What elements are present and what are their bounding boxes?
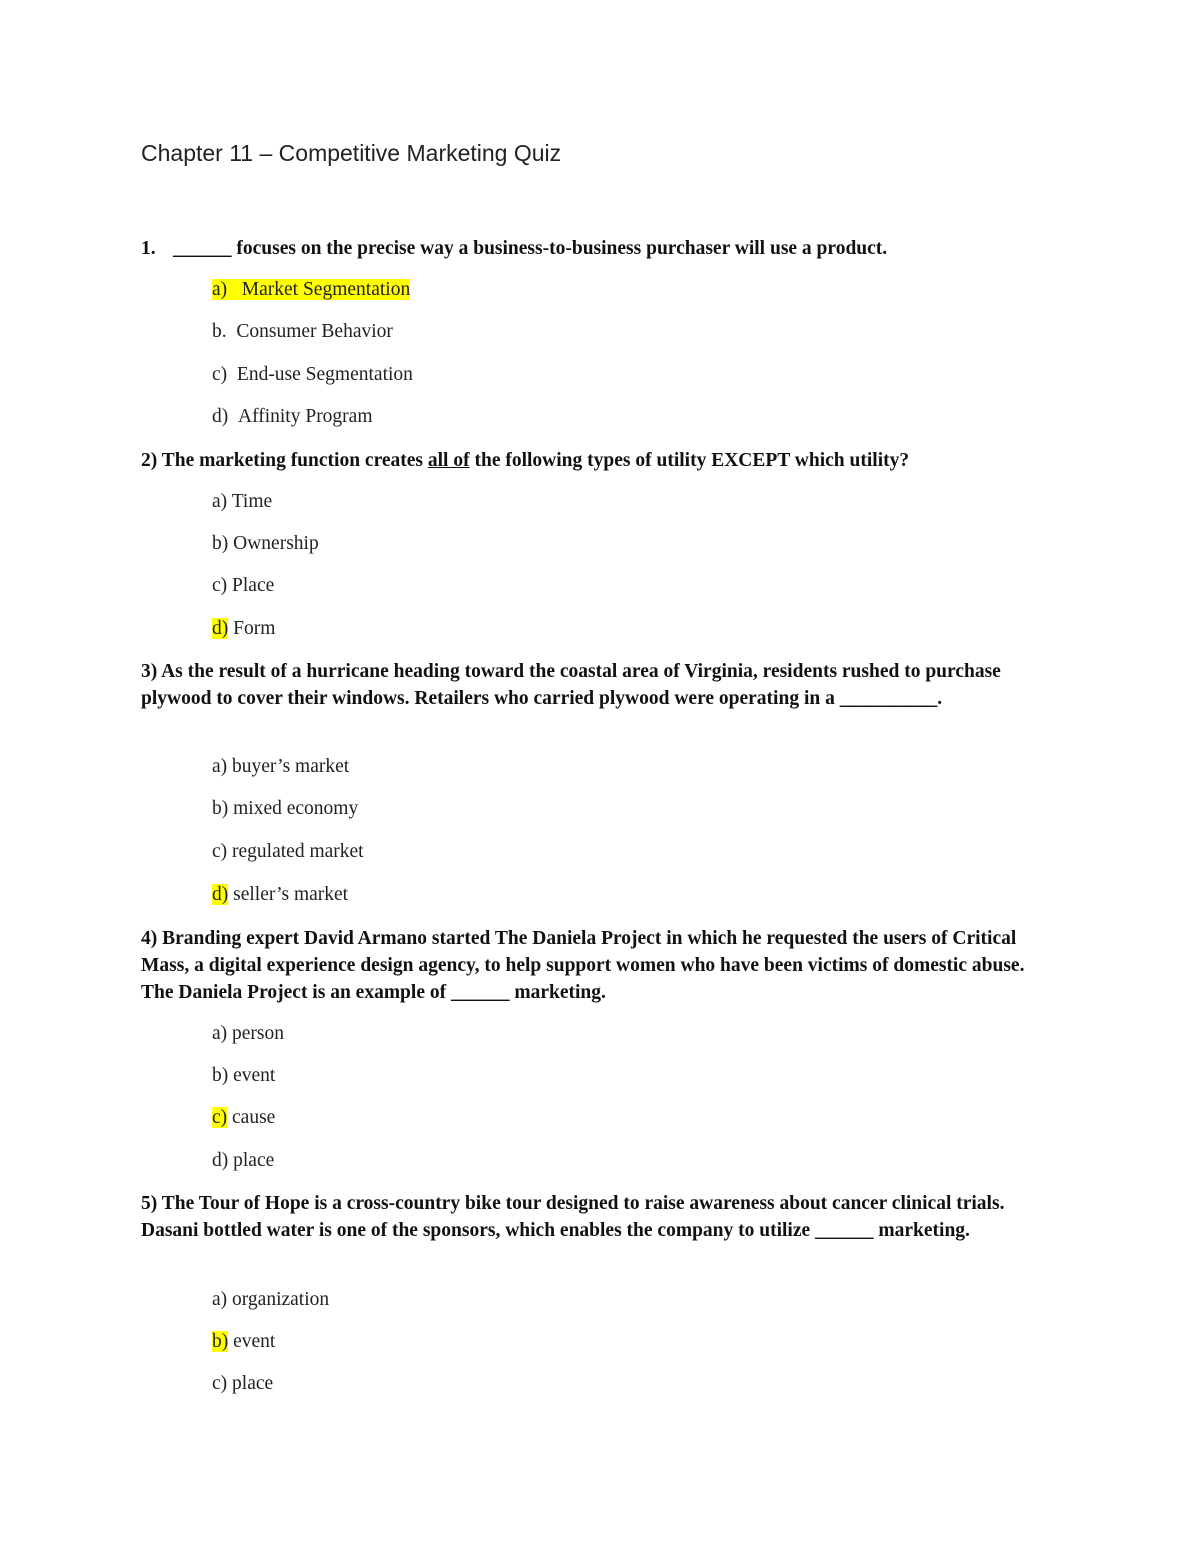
option-text: Time (231, 491, 273, 512)
option-5c (212, 1372, 273, 1396)
option-text: regulated market (232, 841, 364, 862)
option-letter: c) (212, 364, 228, 385)
question-text: the following types of utility EXCEPT which utility? (474, 450, 910, 471)
option-letter: a) (212, 756, 228, 777)
option-2a (212, 490, 272, 514)
answer-highlight: d) (212, 884, 229, 905)
option-2d (212, 617, 275, 641)
option-text: event (233, 1065, 276, 1086)
option-text: Market Segmentation (241, 279, 411, 300)
question-text: As the result of a hurricane heading toward the coastal area of Virginia, residents rushed to purchase plywood to cover their windows. Retailers who carried plywood were operating in a __________. (141, 661, 1001, 709)
option-letter: a) (212, 491, 228, 512)
option-4b (212, 1064, 275, 1088)
question-4 (141, 925, 1061, 1006)
option-2c (212, 574, 274, 598)
option-1d (212, 405, 373, 429)
option-text: Consumer Behavior (236, 321, 393, 342)
answer-highlight: c) (212, 1107, 228, 1128)
question-number: 3) (141, 661, 158, 682)
option-text: person (232, 1023, 285, 1044)
option-text: Place (232, 575, 275, 596)
question-text: The Tour of Hope is a cross-country bike tour designed to raise awareness about cancer clinical trials. Dasani bottled water is one of the sponsors, which enables the company to utilize ______ marketing. (141, 1193, 1005, 1241)
question-number: 2) (141, 450, 158, 471)
answer-highlight (212, 279, 410, 300)
option-text: cause (232, 1107, 276, 1128)
option-letter: a) (212, 279, 228, 300)
question-text: ______ focuses on the precise way a business-to-business purchaser will use a product. (173, 238, 888, 259)
option-5a (212, 1288, 329, 1312)
question-text: The marketing function creates (161, 450, 424, 471)
option-letter: a) (212, 1023, 228, 1044)
page-title: Chapter 11 – Competitive Marketing Quiz (141, 140, 562, 166)
question-2 (141, 447, 1061, 474)
option-letter: b) (212, 533, 229, 554)
option-text: buyer’s market (232, 756, 350, 777)
option-4c (212, 1106, 275, 1130)
option-letter: b) (212, 1065, 229, 1086)
question-5 (141, 1190, 1061, 1244)
question-1 (141, 235, 1061, 262)
option-text: mixed economy (233, 798, 359, 819)
option-4d (212, 1149, 274, 1173)
option-text: Ownership (233, 533, 319, 554)
option-letter: a) (212, 1289, 228, 1310)
option-text: event (233, 1331, 276, 1352)
option-letter: b. (212, 321, 227, 342)
option-text: place (232, 1373, 274, 1394)
answer-highlight: d) (212, 618, 229, 639)
answer-highlight: b) (212, 1331, 229, 1352)
option-text: place (233, 1150, 275, 1171)
option-letter: c) (212, 1373, 228, 1394)
option-3a (212, 755, 349, 779)
option-3d (212, 883, 348, 907)
option-letter: b) (212, 798, 229, 819)
option-3c (212, 840, 364, 864)
option-1c (212, 363, 413, 387)
option-1a (212, 278, 410, 302)
option-letter: c) (212, 575, 228, 596)
option-letter: d) (212, 1150, 229, 1171)
option-letter: c) (212, 841, 228, 862)
option-text: seller’s market (233, 884, 349, 905)
option-text: Form (233, 618, 276, 639)
question-text: Branding expert David Armano started The Daniela Project in which he requested the users of Critical Mass, a digital experience design agency, to help support women who have been victims of domestic abuse. The Daniela Project is an example of ______ marketing. (141, 928, 1025, 1003)
option-2b (212, 532, 319, 556)
question-number: 5) (141, 1193, 158, 1214)
option-text: organization (232, 1289, 330, 1310)
question-underlined-text: all of (427, 450, 470, 471)
option-5b (212, 1330, 275, 1354)
question-number: 4) (141, 928, 158, 949)
question-number: 1. (141, 238, 156, 259)
option-text: Affinity Program (238, 406, 373, 427)
option-letter: d) (212, 406, 229, 427)
option-text: End-use Segmentation (236, 364, 413, 385)
option-1b (212, 320, 393, 344)
option-4a (212, 1022, 284, 1046)
question-3 (141, 658, 1061, 712)
option-3b (212, 797, 358, 821)
